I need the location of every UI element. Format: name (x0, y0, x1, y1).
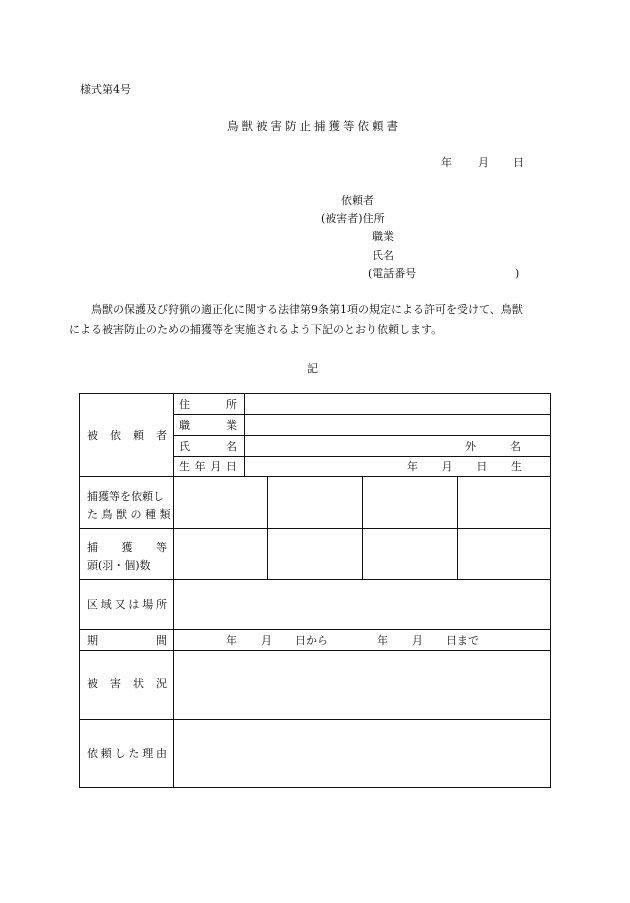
area-label: 区 域 又 は 場 所 (87, 598, 167, 611)
address-label: 住 所 (179, 398, 237, 411)
date-day: 日 (513, 156, 524, 169)
period-label: 期 間 (87, 634, 167, 647)
occupation-label: 職 業 (179, 419, 237, 432)
period-from-day: 日から (295, 634, 328, 647)
period-to-month: 月 (412, 634, 423, 647)
damage-label: 被 害 状 況 (87, 677, 167, 690)
request-line-2: による被害防止のための捕獲等を実施されるよう下記のとおり依頼します。 (69, 323, 443, 336)
count-label-line2: 頭(羽・個)数 (87, 559, 151, 572)
reason-label: 依 頼 し た 理 由 (87, 747, 167, 760)
period-from-year: 年 (226, 634, 237, 647)
requester-address-label: (被害者)住所 (321, 212, 385, 225)
ki-mark: 記 (307, 362, 318, 375)
requester-name-label: 氏名 (372, 249, 394, 262)
request-form-table (79, 393, 551, 788)
date-year: 年 (441, 156, 452, 169)
period-to-year: 年 (377, 634, 388, 647)
requester-label: 依頼者 (341, 194, 374, 207)
request-paragraph (69, 300, 550, 340)
client-label: 被 依 頼 者 (87, 429, 167, 442)
period-from-month: 月 (261, 634, 272, 647)
species-label-line2: た 鳥 獣 の 種 類 (87, 508, 171, 521)
birth-values: 年 月 日 生 (407, 460, 522, 473)
date-month: 月 (478, 156, 489, 169)
species-label-line1: 捕獲等を依頼し (87, 490, 164, 503)
count-label-line1: 捕 獲 等 (87, 541, 167, 554)
birth-label: 生 年 月 日 (179, 460, 237, 473)
requester-phone-close: ) (515, 267, 520, 280)
requester-phone-open: (電話番号 (368, 267, 417, 280)
requester-occupation-label: 職業 (372, 230, 394, 243)
request-line-1: 鳥獣の保護及び狩猟の適正化に関する法律第9条第1項の規定による許可を受けて、鳥獣 (91, 303, 523, 316)
name-label: 氏 名 (179, 440, 237, 453)
form-number: 様式第4号 (80, 83, 131, 96)
period-to-day: 日まで (446, 634, 479, 647)
name-others: 外 名 (465, 440, 521, 453)
document-title: 鳥獣被害防止捕獲等依頼書 (227, 119, 401, 133)
